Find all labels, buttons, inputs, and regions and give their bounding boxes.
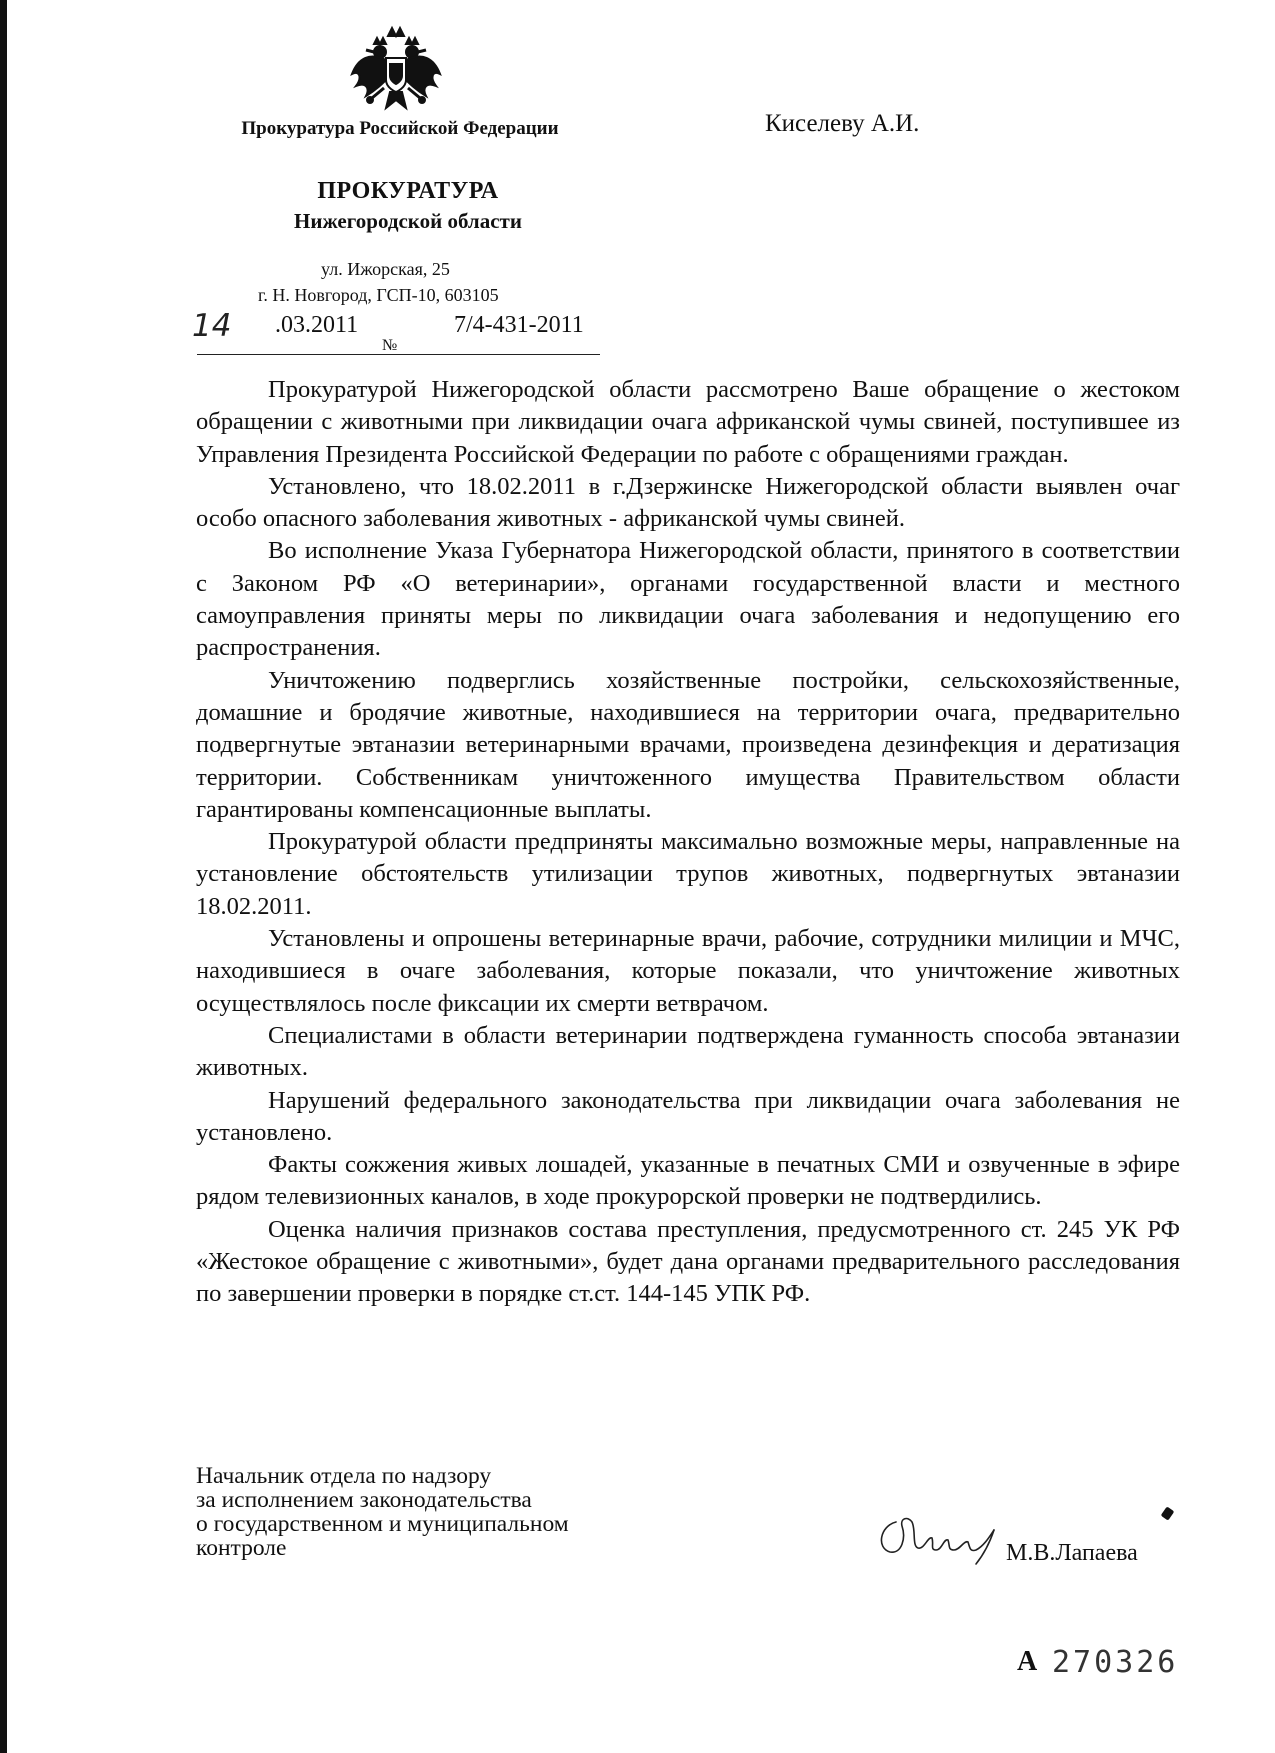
agency-name: Прокуратура Российской Федерации (241, 118, 559, 139)
signatory-title-line: за исполнением законодательства (196, 1487, 532, 1513)
paragraph: Во исполнение Указа Губернатора Нижегородской области, принятого в соответствии с Законом РФ «О ветеринарии», органами государственной власти и местного самоуправления приняты меры по ликвидации очага заболевания и недопущению его распространения. (196, 537, 1180, 662)
paragraph: Прокуратурой Нижегородской области рассмотрено Ваше обращение о жестоком обращении с животными при ликвидации очага африканской чумы свиней, поступившее из Управления Президента Российской Федерации по работе с обращениями граждан. (196, 376, 1180, 468)
address-street: ул. Ижорская, 25 (321, 259, 450, 279)
signatory-name: М.В.Лапаева (1006, 1540, 1138, 1566)
paragraph: Установлены и опрошены ветеринарные врачи, рабочие, сотрудники милиции и МЧС, находившиеся в очаге заболевания, которые показали, что уничтожение животных осуществлялось после фиксации их смерти ветврачом. (196, 925, 1180, 1017)
serial-letter: А (1017, 1646, 1038, 1677)
ink-mark (1161, 1506, 1175, 1520)
paragraph: Специалистами в области ветеринарии подтверждена гуманность способа эвтаназии животных. (196, 1021, 1180, 1082)
reference-underline (197, 354, 600, 355)
address-city: г. Н. Новгород, ГСП-10, 603105 (258, 285, 499, 305)
reference-number: 7/4-431-2011 (454, 312, 584, 338)
paragraph: Прокуратурой области предприняты максимально возможные меры, направленные на установление обстоятельств утилизации трупов животных, подвергнутых эвтаназии 18.02.2011. (196, 828, 1180, 920)
reference-date: .03.2011 (275, 312, 359, 338)
serial-number: 270326 (1052, 1645, 1179, 1680)
scan-edge (0, 0, 7, 1753)
signatory-title (196, 1464, 569, 1560)
letter-body (196, 374, 1180, 1311)
office-region: Нижегородской области (294, 209, 522, 233)
signatory-title-line: о государственном и муниципальном (196, 1511, 569, 1537)
paragraph: Установлено, что 18.02.2011 в г.Дзержинске Нижегородской области выявлен очаг особо опасного заболевания животных - африканской чумы свиней. (196, 472, 1180, 533)
handwritten-signature (872, 1508, 1012, 1568)
signatory-title-line: Начальник отдела по надзору (196, 1463, 492, 1489)
recipient: Киселеву А.И. (765, 110, 920, 137)
double-headed-eagle-icon (348, 22, 444, 120)
paragraph: Оценка наличия признаков состава преступления, предусмотренного ст. 245 УК РФ «Жестокое обращение с животными», будет дана органами предварительного расследования по завершении проверки в порядке ст.ст. 144-145 УПК РФ. (196, 1215, 1180, 1308)
paragraph: Нарушений федерального законодательства при ликвидации очага заболевания не установлено. (196, 1086, 1180, 1146)
paragraph: Факты сожжения живых лошадей, указанные в печатных СМИ и озвученные в эфире рядом телевизионных каналов, в ходе прокурорской проверки не подтвердились. (196, 1151, 1180, 1211)
office-name: ПРОКУРАТУРА (317, 178, 499, 204)
signatory-title-line: контроле (196, 1535, 287, 1561)
reference-day-handwritten: 14 (192, 308, 232, 344)
reference-number-label: № (382, 337, 398, 354)
paragraph: Уничтожению подверглись хозяйственные постройки, сельскохозяйственные, домашние и бродячие животные, находившиеся на территории очага, предварительно подвергнутые эвтаназии ветеринарными врачами, произведена дезинфекция и дератизация территории. Собственникам уничтоженного имущества Правительством области гарантированы компенсационные выплаты. (196, 666, 1180, 823)
